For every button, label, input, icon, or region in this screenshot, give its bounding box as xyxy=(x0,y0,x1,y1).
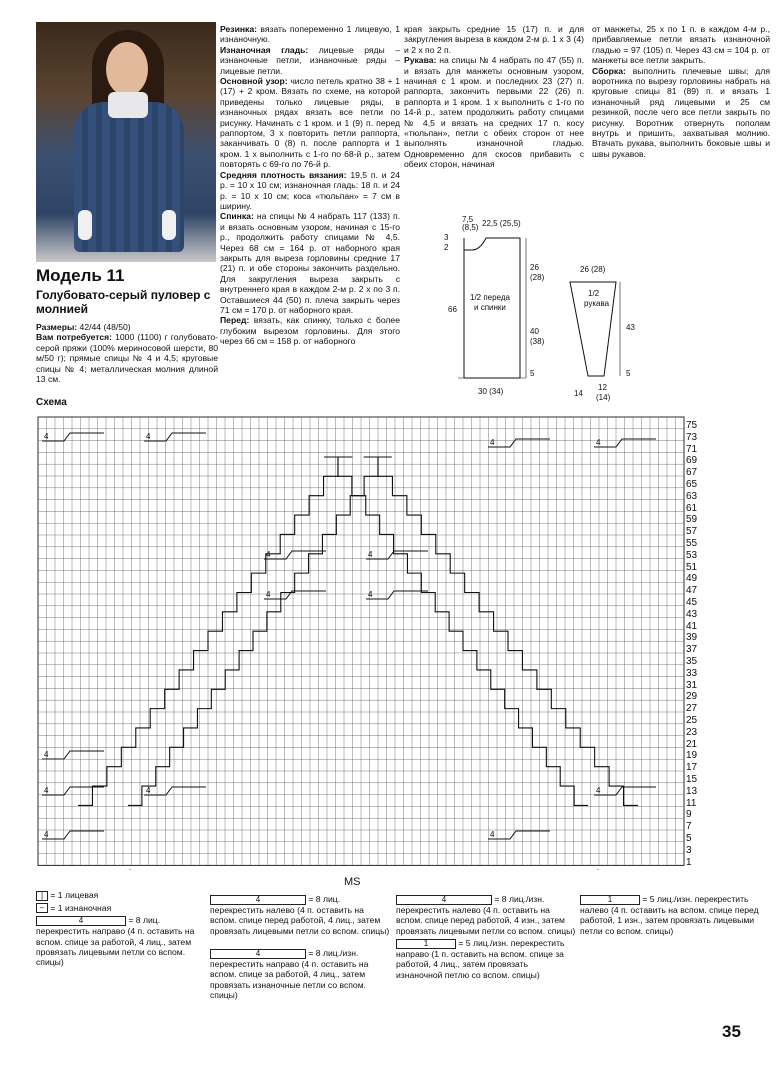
row-number: 61 xyxy=(686,502,698,514)
col2-paragraph: Перед: вязать, как спинку, только с более глубоким вырезом горловины. Для этого через 66 см = 158 р. от наборного xyxy=(220,315,400,347)
knitting-chart xyxy=(36,415,686,870)
row-number: 37 xyxy=(686,644,698,656)
page-number: 35 xyxy=(722,1022,741,1041)
model-subtitle: Голубовато-серый пуловер с молнией xyxy=(36,288,211,316)
row-number: 47 xyxy=(686,585,698,597)
svg-text:4: 4 xyxy=(490,438,495,447)
row-number: 13 xyxy=(686,785,698,797)
row-number: 7 xyxy=(686,821,692,833)
col2-paragraph: Резинка: вязать попеременно 1 лицевую, 1 изнаночную. xyxy=(220,24,400,45)
scheme-title: Схема xyxy=(36,397,67,408)
svg-text:4: 4 xyxy=(368,550,373,559)
svg-text:4: 4 xyxy=(146,432,151,441)
col2-paragraph: Спинка: на спицы № 4 набрать 117 (133) п. и вязать основным узором, начиная с 15-го р., продолжить работу спицами № 4,5. Через 68 см = 164 р. от наборного края закрыть для выреза горловины средние 17 (21) п. и обе стороны закончить раздельно. Для закругления выреза закрыть с внутреннего края в каждом 2-м р. 2 х по 3 п. Оставшиеся 44 (50) п. плеча закрыть через 71 см = 170 р. от наборного края. xyxy=(220,211,401,315)
row-number: 35 xyxy=(686,656,698,667)
col4-paragraph: от манжеты, 25 х по 1 п. в каждом 4-м р., прибавляемые петли вязать изнаночной гладью = 97 (105) п. Через 43 см = 104 р. от манжеты все петли закрыть. xyxy=(592,24,770,66)
svg-text:(28): (28) xyxy=(530,273,545,282)
model-photo xyxy=(36,22,216,262)
svg-text:4: 4 xyxy=(596,438,601,447)
row-number: 1 xyxy=(686,856,692,868)
row-number: 15 xyxy=(686,774,698,785)
svg-text:4: 4 xyxy=(490,830,495,839)
svg-text:4: 4 xyxy=(44,786,49,795)
row-number: 73 xyxy=(686,431,698,443)
row-number: 9 xyxy=(686,809,692,821)
svg-text:(8,5): (8,5) xyxy=(462,223,479,232)
svg-text:3: 3 xyxy=(444,233,449,242)
legend-col4: 1 = 5 лиц./изн. перекрестить налево (4 п. оставить на вспом. спице перед работой, 1 изн., затем провязать лицевыми петли со вспом. спицы) xyxy=(580,894,759,936)
svg-text:4: 4 xyxy=(44,830,49,839)
ms-label: MS xyxy=(344,876,361,888)
svg-text:40: 40 xyxy=(530,327,539,336)
row-number: 57 xyxy=(686,526,698,538)
svg-text:43: 43 xyxy=(626,323,635,332)
col2-paragraph: Основной узор: число петель кратно 38 + 1 (17) + 2 кром. Вязать по схеме, на которой приведены только лицевые ряды, в изнаночных рядах вязать все петли по рисунку. Начинать с 1 кром. и 1 (9) п. перед раппортом, 3 х повторить петли раппорта, заканчивать 0 (8) п. после раппорта и 1 кром. 1 х выполнить с 1-го по 68-й р., затем повторять с 69-го по 76-й р. xyxy=(220,76,400,170)
legend-col1: | = 1 лицевая – = 1 изнаночная 4 = 8 лиц. перекрестить направо (4 п. оставить на вспом. спице за работой, 4 лиц., затем провязать лицевыми петли со вспом. спицы) xyxy=(36,890,195,968)
svg-text:12: 12 xyxy=(598,383,607,392)
svg-text:4: 4 xyxy=(44,750,49,759)
row-number: 39 xyxy=(686,632,698,644)
row-number: 27 xyxy=(686,703,698,715)
svg-text:4: 4 xyxy=(266,550,271,559)
row-number: 65 xyxy=(686,479,698,490)
svg-text:22,5 (25,5): 22,5 (25,5) xyxy=(482,219,521,228)
svg-text:4: 4 xyxy=(44,432,49,441)
col3-paragraph: края закрыть средние 15 (17) п. и для закругления выреза в каждом 2-м р. 1 х 3 (4) и 2 х по 2 п. xyxy=(404,24,584,55)
row-number: 45 xyxy=(686,597,698,608)
row-number: 5 xyxy=(686,833,692,844)
svg-text:1/2 переда: 1/2 переда xyxy=(470,293,510,302)
svg-text:4: 4 xyxy=(146,786,151,795)
svg-text:и спинки: и спинки xyxy=(474,303,506,312)
col4-paragraph: Сборка: выполнить плечевые швы; для воротника по вырезу горловины набрать на круговые спицы 81 (89) п. и вязать 1 изнаночный ряд лицевыми и 25 см резинкой, после чего все петли закрыть по рисунку. Воротник отвернуть пополам внутрь и пришить, захватывая молнию. Втачать рукава, выполнить боковые швы и швы рукавов. xyxy=(592,65,770,159)
row-number: 71 xyxy=(686,443,698,455)
legend-col3: 4 = 8 лиц./изн. перекрестить налево (4 п. оставить на вспом. спице перед работой, 4 изн., затем провязать лицевыми петли со вспом. спицы) 1 = 5 лиц./изн. перекрестить направо (1 п. оставить на вспом. спице за работой, 4 лиц., затем провязать изнаночной петлю со вспом. спицы) xyxy=(396,894,576,980)
col2-paragraph: Изнаночная гладь: лицевые ряды – изнаночные петли, изнаночные ряды – лицевые петли. xyxy=(220,44,400,76)
row-number: 63 xyxy=(686,490,698,502)
row-number: 33 xyxy=(686,667,698,679)
row-number: 11 xyxy=(686,797,697,809)
legend-col2: 4 = 8 лиц. перекрестить налево (4 п. оставить на вспом. спице перед работой, 4 лиц., затем провязать лицевыми петли со вспом. спицы) 4 = 8 лиц./изн. перекрестить направо (4 п. оставить на вспом. спице за работой, 4 лиц., затем провязать изнаночные петли со вспом. спицы) xyxy=(210,894,390,1000)
row-number: 59 xyxy=(686,514,698,526)
row-number: 41 xyxy=(686,620,698,632)
row-number: 29 xyxy=(686,691,698,703)
row-number: 31 xyxy=(686,679,698,691)
svg-text:5: 5 xyxy=(626,369,631,378)
svg-text:1/2: 1/2 xyxy=(588,289,600,298)
row-number: 25 xyxy=(686,715,698,726)
sleeve-pattern-diagram xyxy=(560,258,680,403)
svg-text:66: 66 xyxy=(448,305,457,314)
row-number: 3 xyxy=(686,844,692,856)
col2-paragraph: Средняя плотность вязания: 19,5 п. и 24 р. = 10 х 10 см; изнаночная гладь: 18 п. и 24 р. = 10 х 10 см; коса «тюльпан» = 7 см в ширину. xyxy=(220,169,400,211)
instructions-col4 xyxy=(592,24,770,159)
svg-text:7,5: 7,5 xyxy=(462,215,474,224)
svg-text:4: 4 xyxy=(596,786,601,795)
svg-text:14: 14 xyxy=(574,389,583,398)
row-number: 49 xyxy=(686,573,698,585)
row-number: 53 xyxy=(686,549,698,561)
svg-text:рукава: рукава xyxy=(584,299,610,308)
svg-text:2: 2 xyxy=(444,243,449,252)
instructions-col3 xyxy=(404,24,584,170)
row-number: 55 xyxy=(686,538,698,549)
materials-section: Размеры: 42/44 (48/50) Вам потребуется: 1000 (1100) г голубовато-серой пряжи (100% мериносовой шерсти, 80 м/50 г); прямые спицы № 4 и 4,5; круговые спицы № 4; металлическая молния длиной 13 см. xyxy=(36,322,218,385)
svg-text:(14): (14) xyxy=(596,393,611,402)
row-number: 69 xyxy=(686,455,698,467)
row-number: 21 xyxy=(686,738,698,750)
instructions-col2 xyxy=(220,24,400,347)
row-number: 75 xyxy=(686,420,698,431)
row-number: 17 xyxy=(686,762,698,774)
row-number: 23 xyxy=(686,726,698,738)
svg-text:4: 4 xyxy=(368,590,373,599)
svg-text:26: 26 xyxy=(530,263,539,272)
row-number: 51 xyxy=(686,561,698,573)
col3-paragraph: Рукава: на спицы № 4 набрать по 47 (55) п. и вязать для манжеты основным узором, начиная с 1 кром. и последних 23 (27) п. раппорта, закончить первыми 22 (26) п. раппорта и 1 кром. 1 х выполнить с 1-го по 14-й р., затем продолжить работу спицами № 4,5 и вязать на средних 17 п. косу «тюльпан», петли с обеих сторон от нее выполнять изнаночной гладью. Одновременно для скосов прибавить с обеих сторон, начиная xyxy=(404,55,584,170)
model-title: Модель 11 xyxy=(36,266,125,285)
svg-text:30 (34): 30 (34) xyxy=(478,387,504,396)
svg-text:4: 4 xyxy=(266,590,271,599)
svg-text:5: 5 xyxy=(530,369,535,378)
row-number: 19 xyxy=(686,750,698,762)
row-number: 67 xyxy=(686,467,698,479)
row-number: 43 xyxy=(686,608,698,620)
svg-text:(38): (38) xyxy=(530,337,545,346)
svg-text:26 (28): 26 (28) xyxy=(580,265,606,274)
